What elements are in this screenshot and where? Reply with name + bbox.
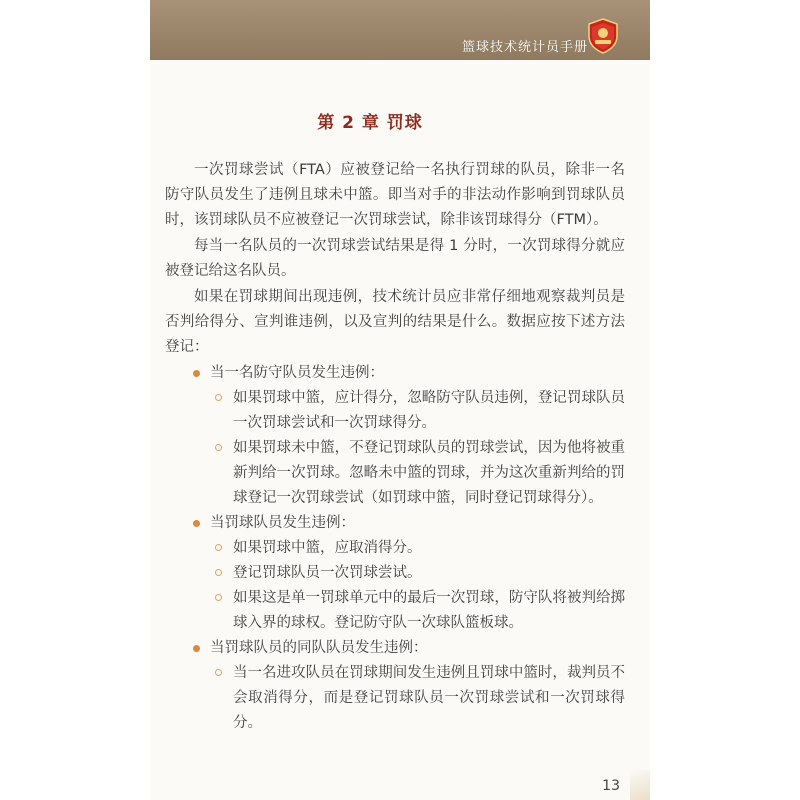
section-2-item-1 — [165, 536, 625, 561]
sub-bullet-ring-icon — [215, 444, 222, 451]
section-1-item-2 — [165, 436, 625, 511]
section-1-label: 当一名防守队员发生违例： — [210, 365, 384, 381]
page-corner-shading — [630, 770, 650, 800]
section-2-item-3-text: 如果这是单一罚球单元中的最后一次罚球，防守队将被判给掷球入界的球权。登记防守队一次球队篮板球。 — [233, 590, 625, 631]
chapter-title: 第 2 章 罚球 — [317, 113, 423, 133]
section-3-heading — [165, 636, 625, 661]
paragraph-3: 如果在罚球期间出现违例，技术统计员应非常仔细地观察裁判员是否判给得分、宣判谁违例，以及宣判的结果是什么。数据应按下述方法登记： — [165, 289, 625, 355]
section-3-item-1 — [165, 661, 625, 736]
section-3-label: 当罚球队员的同队队员发生违例： — [210, 640, 428, 656]
sub-bullet-ring-icon — [215, 544, 222, 551]
sub-bullet-ring-icon — [215, 394, 222, 401]
sub-bullet-ring-icon — [215, 669, 222, 676]
book-page — [150, 0, 650, 800]
section-3-item-1-text: 当一名进攻队员在罚球期间发生违例且罚球中篮时，裁判员不会取消得分，而是登记罚球队员一次罚球尝试和一次罚球得分。 — [233, 665, 625, 731]
section-1-heading — [165, 361, 625, 386]
page-number: 13 — [602, 778, 620, 794]
section-2-item-2-text: 登记罚球队员一次罚球尝试。 — [233, 565, 422, 581]
section-1-item-2-text: 如果罚球未中篮，不登记罚球队员的罚球尝试，因为他将被重新判给一次罚球。忽略未中篮的罚球，并为这次重新判给的罚球登记一次罚球尝试（如罚球中篮，同时登记罚球得分）。 — [233, 440, 625, 506]
section-2-label: 当罚球队员发生违例： — [210, 515, 355, 531]
book-emblem-icon — [587, 18, 619, 54]
section-2-item-1-text: 如果罚球中篮，应取消得分。 — [233, 540, 422, 556]
paragraph-1: 一次罚球尝试（FTA）应被登记给一名执行罚球的队员，除非一名防守队员发生了违例且球未中篮。即当对手的非法动作影响到罚球队员时，该罚球队员不应被登记一次罚球尝试，除非该罚球得分（FTM）。 — [165, 162, 625, 228]
bullet-dot-icon — [193, 645, 200, 652]
section-1-item-1-text: 如果罚球中篮，应计得分，忽略防守队员违例，登记罚球队员一次罚球尝试和一次罚球得分。 — [233, 390, 625, 431]
sub-bullet-ring-icon — [215, 594, 222, 601]
section-2-heading — [165, 511, 625, 536]
bullet-dot-icon — [193, 520, 200, 527]
section-2-item-2 — [165, 561, 625, 586]
sub-bullet-ring-icon — [215, 569, 222, 576]
book-title: 篮球技术统计员手册 — [461, 40, 588, 55]
section-1-item-1 — [165, 386, 625, 436]
section-2-item-3 — [165, 586, 625, 636]
page-body — [165, 158, 625, 736]
paragraph-2: 每当一名队员的一次罚球尝试结果是得 1 分时，一次罚球得分就应被登记给这名队员。 — [165, 238, 625, 279]
bullet-dot-icon — [193, 370, 200, 377]
page-header-band — [150, 0, 650, 60]
